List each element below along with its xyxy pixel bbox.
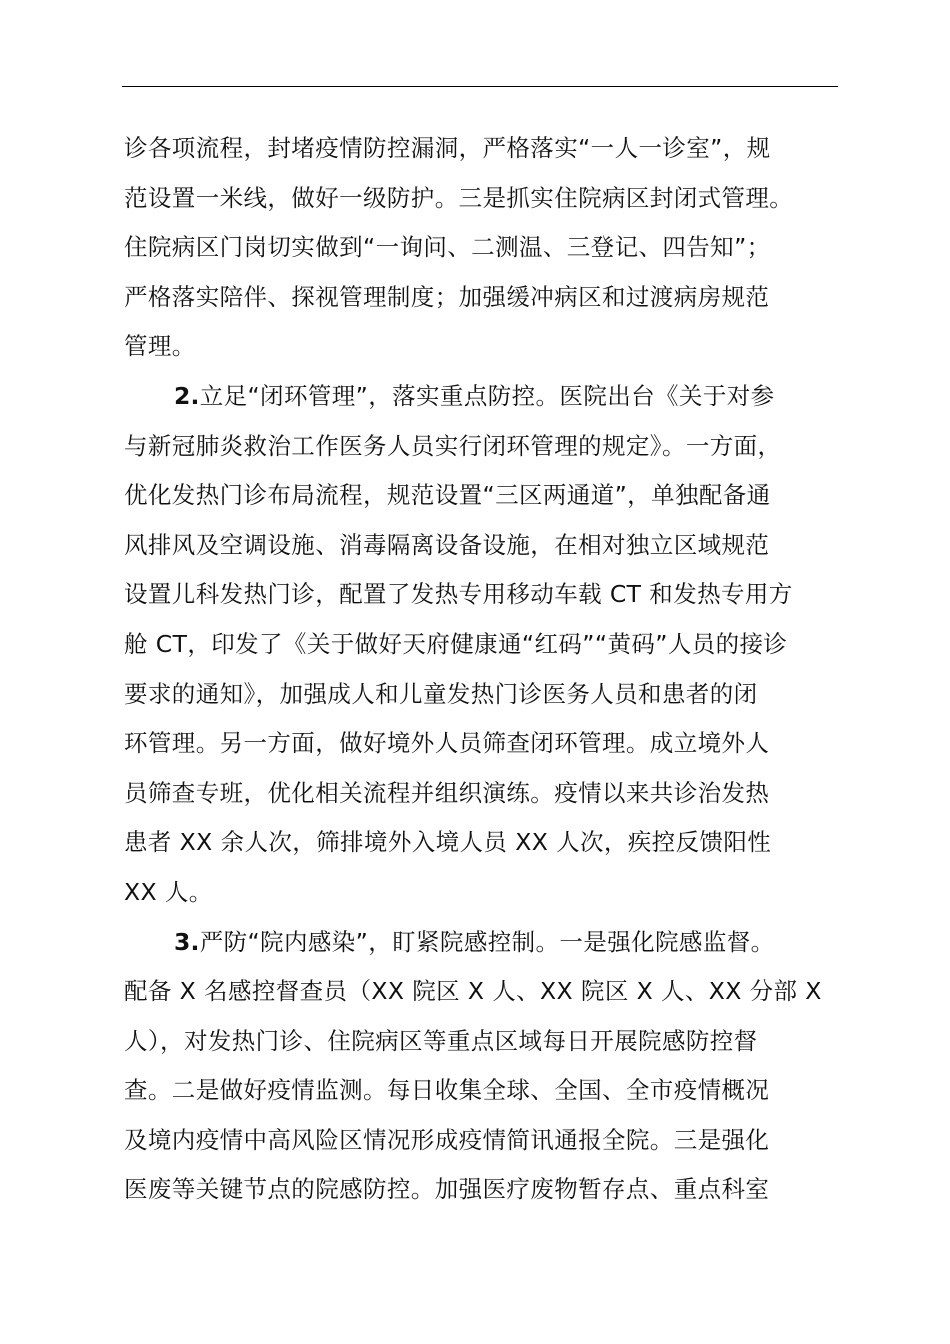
paragraph-1-text: 诊各项流程，封堵疫情防控漏洞，严格落实“一人一诊室”，规 范设置一米线，做好一级防护。三是抓实住院病区封闭式管理。 住院病区门岗切实做到“一询问、二测温、三登记、四告知”； 严格落实陪伴、探视管理制度；加强缓冲病区和过渡病房规范 管理。 bbox=[124, 134, 794, 361]
section-number-3: 3. bbox=[174, 927, 200, 956]
paragraph-section-3 bbox=[124, 918, 840, 1216]
paragraph-section-2 bbox=[124, 372, 840, 918]
header-rule bbox=[122, 86, 838, 87]
document-body bbox=[124, 124, 840, 1215]
paragraph-2-text: 立足“闭环管理”，落实重点防控。医院出台《关于对参 与新冠肺炎救治工作医务人员实行闭环管理的规定》。一方面， 优化发热门诊布局流程，规范设置“三区两通道”，单独配备通 风排风及空调设施、消毒隔离设备设施，在相对独立区域规范 设置儿科发热门诊，配置了发热专用移动车载 CT 和发热专用方 舱 CT，印发了《关于做好天府健康通“红码”“黄码”人员的接诊 要求的通知》，加强成人和儿童发热门诊医务人员和患者的闭 环管理。另一方面，做好境外人员筛查闭环管理。成立境外人 员筛查专班，优化相关流程并组织演练。疫情以来共诊治发热 患者 XX 余人次，筛排境外入境人员 XX 人次，疾控反馈阳性 XX 人。 bbox=[124, 381, 793, 906]
paragraph-3-text: 严防“院内感染”，盯紧院感控制。一是强化院感监督。 配备 X 名感控督查员（XX 院区 X 人、XX 院区 X 人、XX 分部 X 人），对发热门诊、住院病区等重点区域每日开展院感防控督 查。二是做好疫情监测。每日收集全球、全国、全市疫情概况 及境内疫情中高风险区情况形成疫情简讯通报全院。三是强化 医废等关键节点的院感防控。加强医疗废物暂存点、重点科室 bbox=[124, 927, 822, 1204]
paragraph-continuation bbox=[124, 124, 840, 372]
section-number-2: 2. bbox=[174, 381, 200, 410]
